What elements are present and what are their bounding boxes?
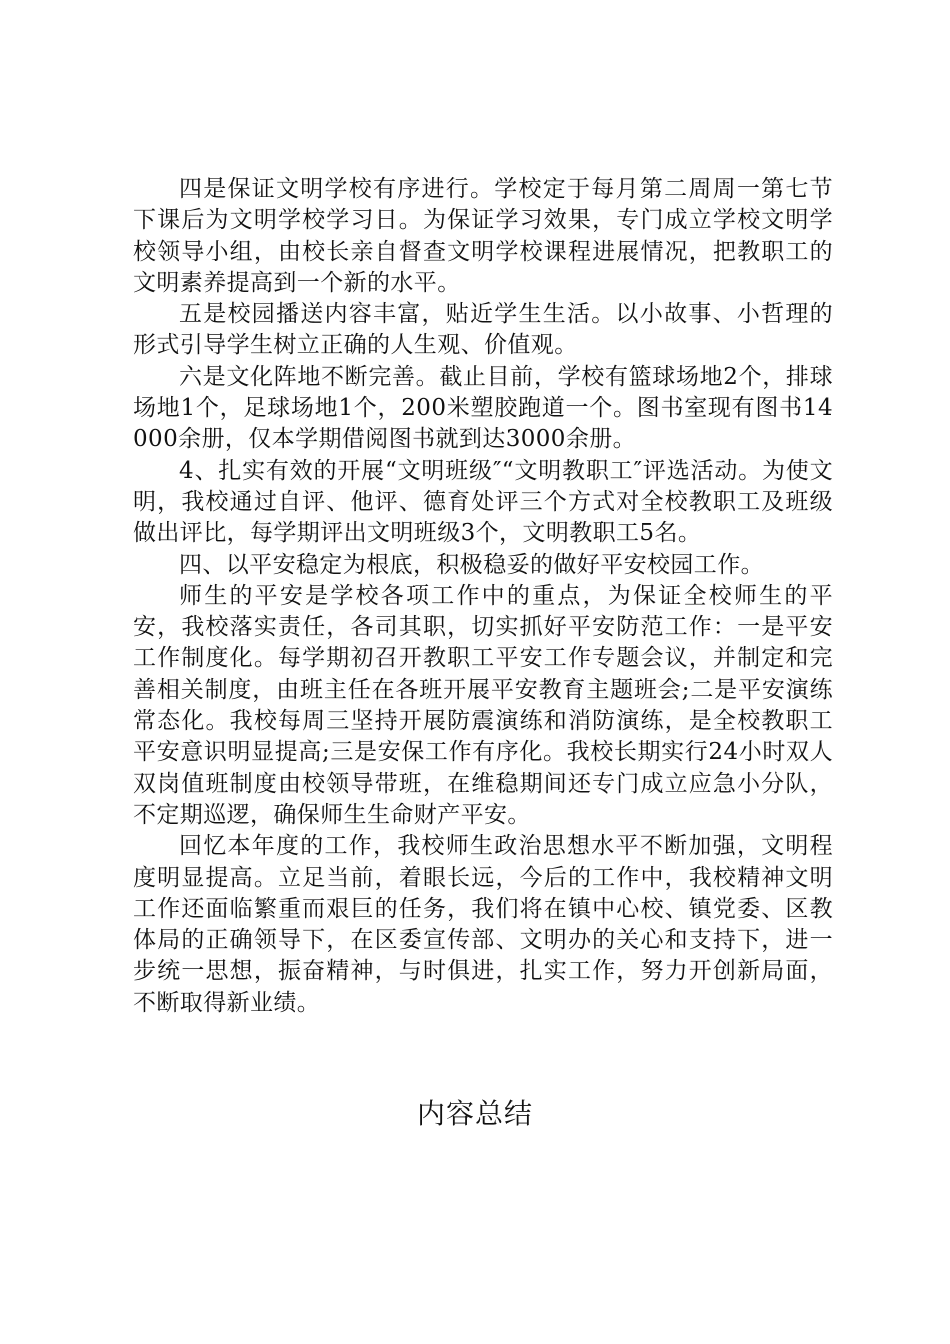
paragraph-civilized-school-order: 四是保证文明学校有序进行。学校定于每月第二周周一第七节下课后为文明学校学习日。为保证学习效果，专门成立学校文明学校领导小组，由校长亲自督查文明学校课程进展情况，把教职工的文明素养提高到一个新的水平。 bbox=[133, 176, 833, 296]
section-heading-safety: 四、以平安稳定为根底，积极稳妥的做好平安校园工作。 bbox=[179, 551, 764, 578]
paragraph-safety-work: 师生的平安是学校各项工作中的重点，为保证全校师生的平安，我校落实责任，各司其职，切实抓好平安防范工作：一是平安工作制度化。每学期初召开教职工平安工作专题会议，并制定和完善相关制度，由班主任在各班开展平安教育主题班会;二是平安演练常态化。我校每周三坚持开展防震演练和消防演练，是全校教职工平安意识明显提高;三是安保工作有序化。我校长期实行24小时双人双岗值班制度由校领导带班，在维稳期间还专门成立应急小分队，不定期巡逻，确保师生生命财产平安。 bbox=[133, 582, 833, 828]
paragraph-civilized-class-selection: 4、扎实有效的开展“文明班级″“文明教职工″评选活动。为使文明，我校通过自评、他评、德育处评三个方式对全校教职工及班级做出评比，每学期评出文明班级3个，文明教职工5名。 bbox=[133, 457, 833, 547]
paragraph-year-review: 回忆本年度的工作，我校师生政治思想水平不断加强，文明程度明显提高。立足当前，着眼长远，今后的工作中，我校精神文明工作还面临繁重而艰巨的任务，我们将在镇中心校、镇党委、区教体局的正确领导下，在区委宣传部、文明办的关心和支持下，进一步统一思想，振奋精神，与时俱进，扎实工作，努力开创新局面，不断取得新业绩。 bbox=[133, 833, 833, 1016]
summary-title: 内容总结 bbox=[416, 1097, 533, 1130]
paragraph-campus-broadcast: 五是校园播送内容丰富，贴近学生生活。以小故事、小哲理的形式引导学生树立正确的人生观、价值观。 bbox=[133, 301, 833, 359]
paragraph-cultural-facilities: 六是文化阵地不断完善。截止目前，学校有篮球场地2个，排球场地1个，足球场地1个，200米塑胶跑道一个。图书室现有图书14000余册，仅本学期借阅图书就到达3000余册。 bbox=[133, 363, 833, 453]
document-body bbox=[133, 174, 833, 1019]
